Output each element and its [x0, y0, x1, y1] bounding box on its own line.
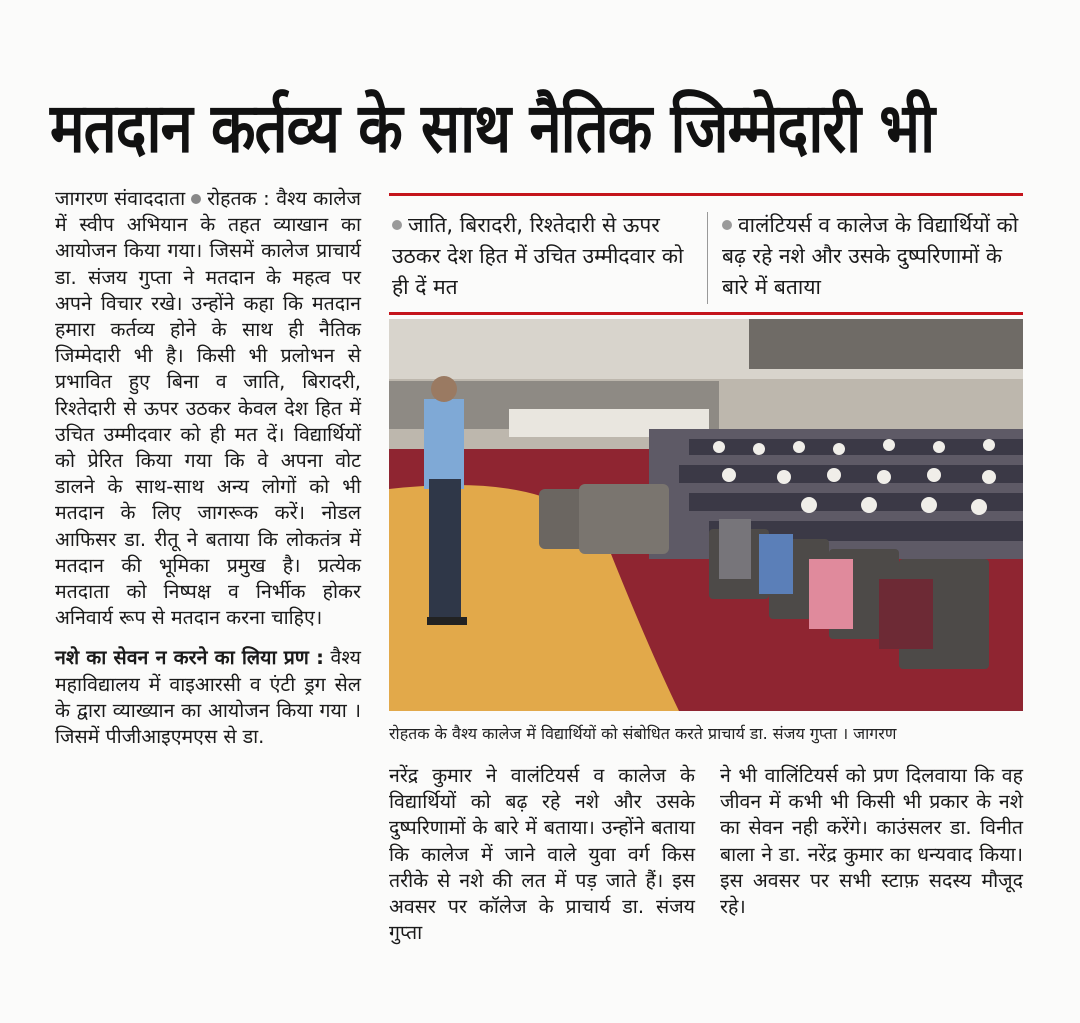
headline: मतदान कर्तव्य के साथ नैतिक जिम्मेदारी भी — [50, 87, 935, 169]
bullet-dot-icon — [722, 220, 732, 230]
highlight-text-2: वालंटियर्स व कालेज के विद्यार्थियों को बढ़ रहे नशे और उसके दुष्परिणामों के बारे में बताया — [722, 213, 1019, 299]
right-column — [720, 763, 1023, 920]
highlight-box-left — [392, 210, 692, 303]
highlight-divider — [707, 212, 708, 304]
bullet-dot-icon — [191, 194, 201, 204]
middle-column — [389, 763, 695, 946]
subheading: नशे का सेवन न करने का लिया प्रण : — [55, 646, 324, 670]
middle-column-text: नरेंद्र कुमार ने वालंटियर्स व कालेज के विद्यार्थियों को बढ़ रहे नशे और उसके दुष्परिणामों के बारे में बताया। उन्होंने बताया कि कालेज में जाने वाले युवा वर्ग किस तरीके से नशे की लत में पड़ जाते हैं। इस अवसर पर कॉलेज के प्राचार्य डा. संजय गुप्ता — [389, 764, 695, 945]
auditorium-photo-illustration — [389, 319, 1023, 711]
right-column-text: ने भी वालिंटियर्स को प्रण दिलवाया कि वह जीवन में कभी भी किसी भी प्रकार के नशे का सेवन नही करेंगे। काउंसलर डा. विनीत बाला ने डा. नरेंद्र कुमार का धन्यवाद किया। इस अवसर पर सभी स्टाफ़ सदस्य मौजूद रहे। — [720, 764, 1023, 919]
photo-caption: रोहतक के वैश्य कालेज में विद्यार्थियों को संबोधित करते प्राचार्य डा. संजय गुप्ता । जागरण — [389, 724, 897, 743]
second-paragraph — [55, 645, 361, 750]
lead-paragraph-body: वैश्य कालेज में स्वीप अभियान के तहत व्याखान का आयोजन किया गया। जिसमें कालेज प्राचार्य डा. संजय गुप्ता ने मतदान के महत्व पर अपने विचार रखे। उन्होंने कहा कि मतदान हमारा कर्तव्य होने के साथ ही नैतिक जिम्मेदारी भी है। किसी भी प्रलोभन से प्रभावित हुए बिना व जाति, बिरादरी, रिश्तेदारी से ऊपर उठकर केवल देश हित में उचित उम्मीदवार को ही मत दें। विद्यार्थियों को प्रेरित किया गया कि वे अपना वोट डालने के साथ-साथ अन्य लोगों को भी मतदान के लिए जागरूक करें। नोडल आफिसर डा. रीतू ने बताया कि लोकतंत्र में मतदान की भूमिका प्रमुख है। प्रत्येक मतदाता को निष्पक्ष व निर्भीक होकर अनिवार्य रूप से मतदान करना चाहिए। — [55, 187, 361, 630]
news-photo — [389, 319, 1023, 711]
highlight-text-1: जाति, बिरादरी, रिश्तेदारी से ऊपर उठकर देश हित में उचित उम्मीदवार को ही दें मत — [392, 213, 684, 299]
bullet-dot-icon — [392, 220, 402, 230]
top-red-rule — [389, 193, 1023, 196]
left-column — [55, 186, 361, 750]
byline-reporter: जागरण संवाददाता — [55, 187, 186, 210]
byline-place: रोहतक : — [207, 187, 270, 210]
second-paragraph-body: वैश्य महाविद्यालय में वाइआरसी व एंटी ड्रग सेल के द्वारा व्याख्यान का आयोजन किया गया । जिसमें पीजीआइएमएस से डा. — [55, 646, 361, 749]
bottom-red-rule — [389, 312, 1023, 315]
highlight-box-right — [722, 210, 1022, 303]
lead-paragraph — [55, 186, 361, 631]
